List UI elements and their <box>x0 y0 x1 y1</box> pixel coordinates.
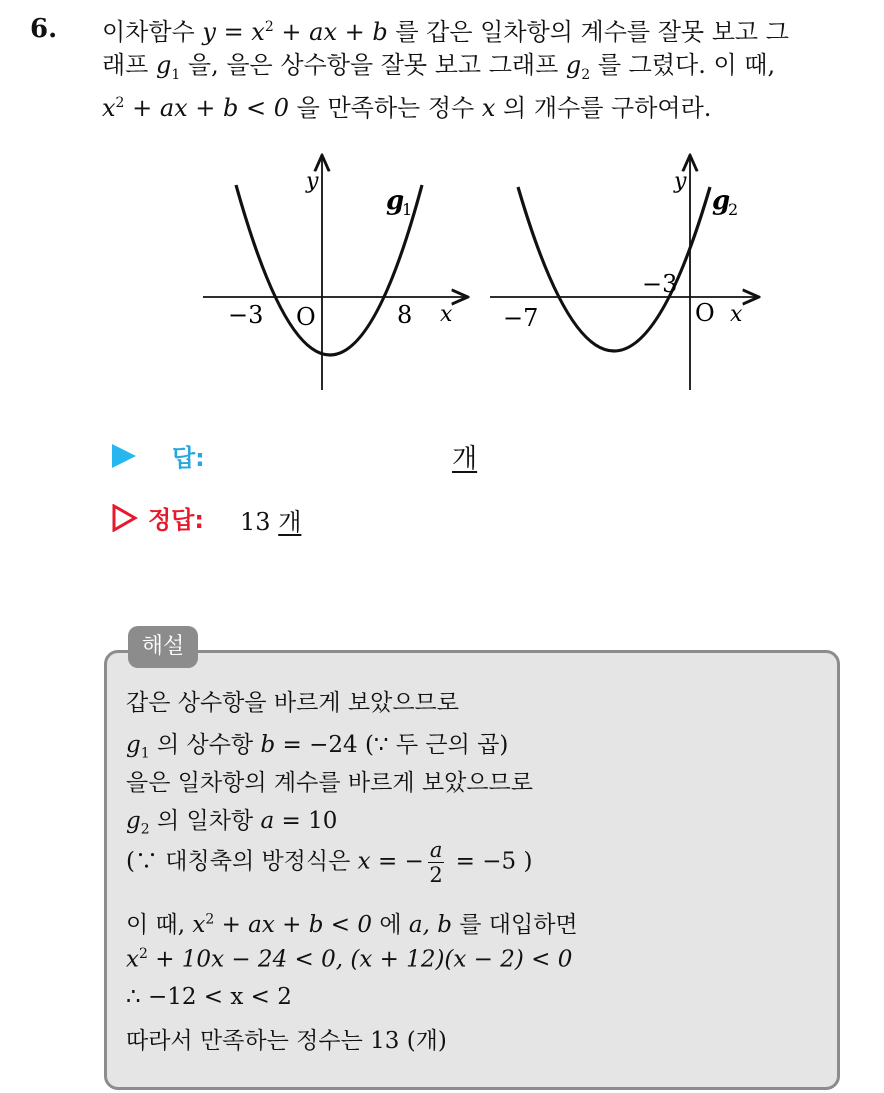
solution-line-4: $g_2$ 의 일차항 a = 10 <box>126 808 338 838</box>
g2-origin: O <box>695 299 715 327</box>
question-line-3: $x^2$ + ax + b < 0 을 만족하는 정수 x 의 개수를 구하여라. <box>102 94 712 122</box>
outline-triangle-icon <box>112 504 138 532</box>
g1-x-label: x <box>440 302 453 327</box>
g2-y-label: y <box>674 169 687 194</box>
graph-g2 <box>490 157 757 390</box>
solution-line-7: $x^2 + 10x - 24 < 0$, (x + 12)(x − 2) < 0 <box>126 946 573 973</box>
g2-name-sub: 2 <box>728 200 739 219</box>
solution-line-1: 갑은 상수항을 바르게 보았으므로 <box>126 690 459 716</box>
g1-name-sub: 1 <box>402 200 413 219</box>
graph-g1 <box>203 157 466 390</box>
solution-line-9: 따라서 만족하는 정수는 13 (개) <box>126 1028 447 1054</box>
solution-line-5: (∵ 대칭축의 방정식은 x = − $\frac{a}{2}$ = −5 ) <box>126 838 533 887</box>
answer-label: 답: <box>172 444 205 472</box>
answer-unit: 개 <box>452 444 478 474</box>
g1-y-label: y <box>306 169 319 194</box>
solution-line-3: 을은 일차항의 계수를 바르게 보았으므로 <box>126 770 533 796</box>
solution-line-6: 이 때, $x^2$ + ax + b < 0 에 a, b 를 대입하면 <box>126 911 578 938</box>
g2-root-left: −7 <box>503 304 539 332</box>
g2-x-label: x <box>730 302 743 327</box>
correct-answer-label: 정답: <box>148 506 204 534</box>
g2-parabola <box>518 187 710 351</box>
g2-y-intercept: −3 <box>642 270 678 298</box>
correct-answer-value: 13 개 <box>240 508 302 536</box>
g1-name: g <box>386 186 405 216</box>
question-line-1: 이차함수 $y = x^2$ + ax + b 를 갑은 일차항의 계수를 잘못 보고 그 <box>102 18 789 46</box>
play-triangle-icon <box>112 444 136 468</box>
g2-name: g <box>712 186 731 216</box>
g1-root-left: −3 <box>228 301 264 329</box>
question-line-2: 래프 $g_1$ 을, 을은 상수항을 잘못 보고 그래프 $g_2$ 를 그렸다. 이 때, <box>102 51 776 83</box>
correct-answer-row <box>112 500 412 536</box>
problem-number: 6. <box>30 14 58 44</box>
solution-tab: 해설 <box>128 626 198 668</box>
g1-root-right: 8 <box>397 301 413 329</box>
g1-origin: O <box>296 303 316 331</box>
solution-line-8: ∴ −12 < x < 2 <box>126 984 292 1010</box>
solution-line-2: $g_1$ 의 상수항 b = −24 (∵ 두 근의 곱) <box>126 732 509 762</box>
graphs-figure <box>0 145 884 405</box>
